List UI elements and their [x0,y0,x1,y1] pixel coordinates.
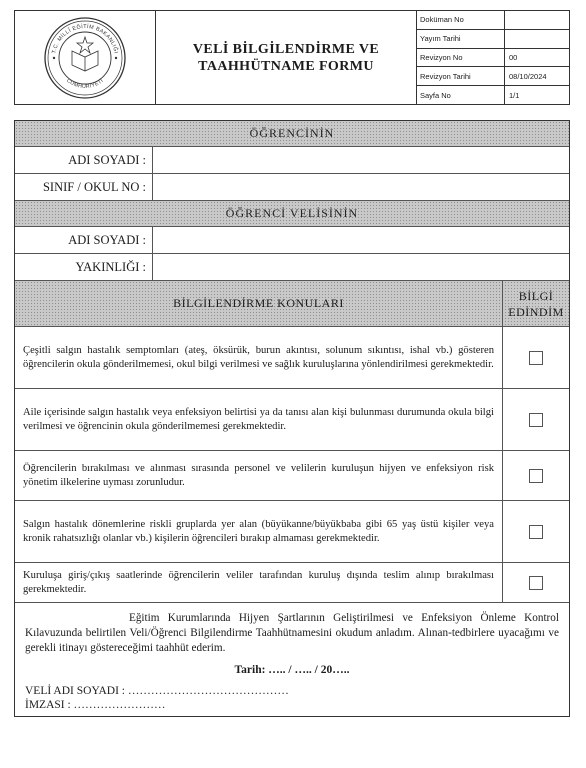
form-title-line1: VELİ BİLGİLENDİRME VE [192,41,380,57]
meta-value: 08/10/2024 [509,71,547,81]
parent-name-field[interactable] [153,227,569,253]
document-meta-table [417,11,569,104]
topic-text-content: Çeşitli salgın hastalık semptomları (ateş, öksürük, burun akıntısı, solunum sıkıntısı, ishal vb.) gösteren öğrencilerin okula gönderilmemesi, okul bilgi verilmesi ve sağlık kuruluşlarına yönlendirilmesi gerekmektedir. [23,345,494,370]
student-name-row [15,147,569,174]
meta-label: Revizyon No [417,49,505,67]
meta-value: 1/1 [509,90,520,100]
meta-row-publish-date [417,30,569,49]
acknowledge-checkbox-1[interactable] [529,351,543,365]
parent-relation-label: YAKINLIĞI : [15,254,153,280]
topic-item-2 [15,389,569,451]
topic-check-cell [503,563,569,602]
meta-value [505,30,569,48]
parent-name-row [15,227,569,254]
meta-value: 00 [509,52,518,62]
topic-check-cell [503,451,569,500]
student-class-label: SINIF / OKUL NO : [15,174,153,200]
signature-block [15,676,569,716]
student-name-field[interactable] [153,147,569,173]
topic-item-3 [15,451,569,501]
meta-row-revision-date [417,67,569,86]
topic-text-content: Aile içerisinde salgın hastalık veya enfeksiyon belirtisi ya da tanısı alan kişi bulunması durumunda okula bilgi verilmesi ve öğrencinin okula gönderilmemesi gerekmektedir. [23,407,494,432]
acknowledge-checkbox-5[interactable] [529,576,543,590]
topics-header [15,281,569,327]
acknowledge-checkbox-3[interactable] [529,469,543,483]
parent-section-title: ÖĞRENCİ VELİSİNİN [15,201,569,227]
student-section-title: ÖĞRENCİNİN [15,121,569,147]
acknowledged-column-header [503,281,569,326]
acknowledge-checkbox-4[interactable] [529,525,543,539]
topics-title: BİLGİLENDİRME KONULARI [15,281,503,326]
svg-text:T.C. MİLLÎ EĞİTİM BAKANLIĞI: T.C. MİLLÎ EĞİTİM BAKANLIĞI [51,23,119,54]
meta-value [505,11,569,29]
meta-label: Sayfa No [417,86,505,104]
parent-name-label: ADI SOYADI : [15,227,153,253]
acknowledged-header-line1: BİLGİ [518,288,554,303]
topic-item-1 [15,327,569,389]
form-title [156,11,417,104]
consent-form [14,120,570,717]
form-title-line2: TAAHHÜTNAME FORMU [198,58,374,74]
parent-name-signature-line[interactable]: VELİ ADI SOYADI : …………………………………… [25,685,289,697]
signature-line[interactable]: İMZASI : …………………… [25,699,166,711]
topic-check-cell [503,327,569,388]
meta-label: Doküman No [417,11,505,29]
ministry-seal-icon [42,15,128,101]
topic-text-content: Salgın hastalık dönemlerine riskli gruplarda yer alan (büyükanne/büyükbaba gibi 65 yaş üstü kişiler veya kronik rahatsızlığı olanlar vb.) kişilerin öğrencileri bırakıp almaması gerekmektedir. [23,519,494,544]
topic-text-content: Kuruluşa giriş/çıkış saatlerinde öğrencilerin veliler tarafından kuruluş dışında teslim alınıp bırakılması gerekmektedir. [23,570,494,595]
topic-text [15,563,503,602]
commitment-statement: Eğitim Kurumlarında Hijyen Şartlarının Geliştirilmesi ve Enfeksiyon Önleme Kontrol Kılavuzunda belirtilen Veli/Öğrenci Bilgilendirme Taahhütnamesini okudum anladım. Alınan-tedbirlere uyacağımı ve gerekli itinayı göstereceğimi taahhüt ederim. [25,612,559,654]
acknowledge-checkbox-2[interactable] [529,413,543,427]
topic-item-5 [15,563,569,603]
topic-text [15,451,503,500]
topic-text [15,389,503,450]
topic-text-content: Öğrencilerin bırakılması ve alınması sırasında personel ve velilerin kuruluşun hijyen ve enfeksiyon risk yönetim ilkelerine uyması zorunludur. [23,463,494,488]
date-line: Tarih: ….. / ….. / 20….. [234,664,350,676]
topic-text [15,327,503,388]
svg-text:CUMHURİYETİ: CUMHURİYETİ [65,77,105,90]
ministry-logo-cell [15,11,156,104]
meta-label: Revizyon Tarihi [417,67,505,85]
student-name-label: ADI SOYADI : [15,147,153,173]
student-class-row [15,174,569,201]
parent-relation-field[interactable] [153,254,569,280]
topic-text [15,501,503,562]
student-class-field[interactable] [153,174,569,200]
meta-row-revision-no [417,49,569,68]
meta-label: Yayım Tarihi [417,30,505,48]
topic-check-cell [503,389,569,450]
topic-item-4 [15,501,569,563]
form-header [14,10,570,105]
topic-check-cell [503,501,569,562]
meta-row-document-no [417,11,569,30]
commitment-block [15,603,569,716]
parent-relation-row [15,254,569,281]
meta-row-page-no [417,86,569,104]
acknowledged-header-line2: EDİNDİM [508,304,564,319]
